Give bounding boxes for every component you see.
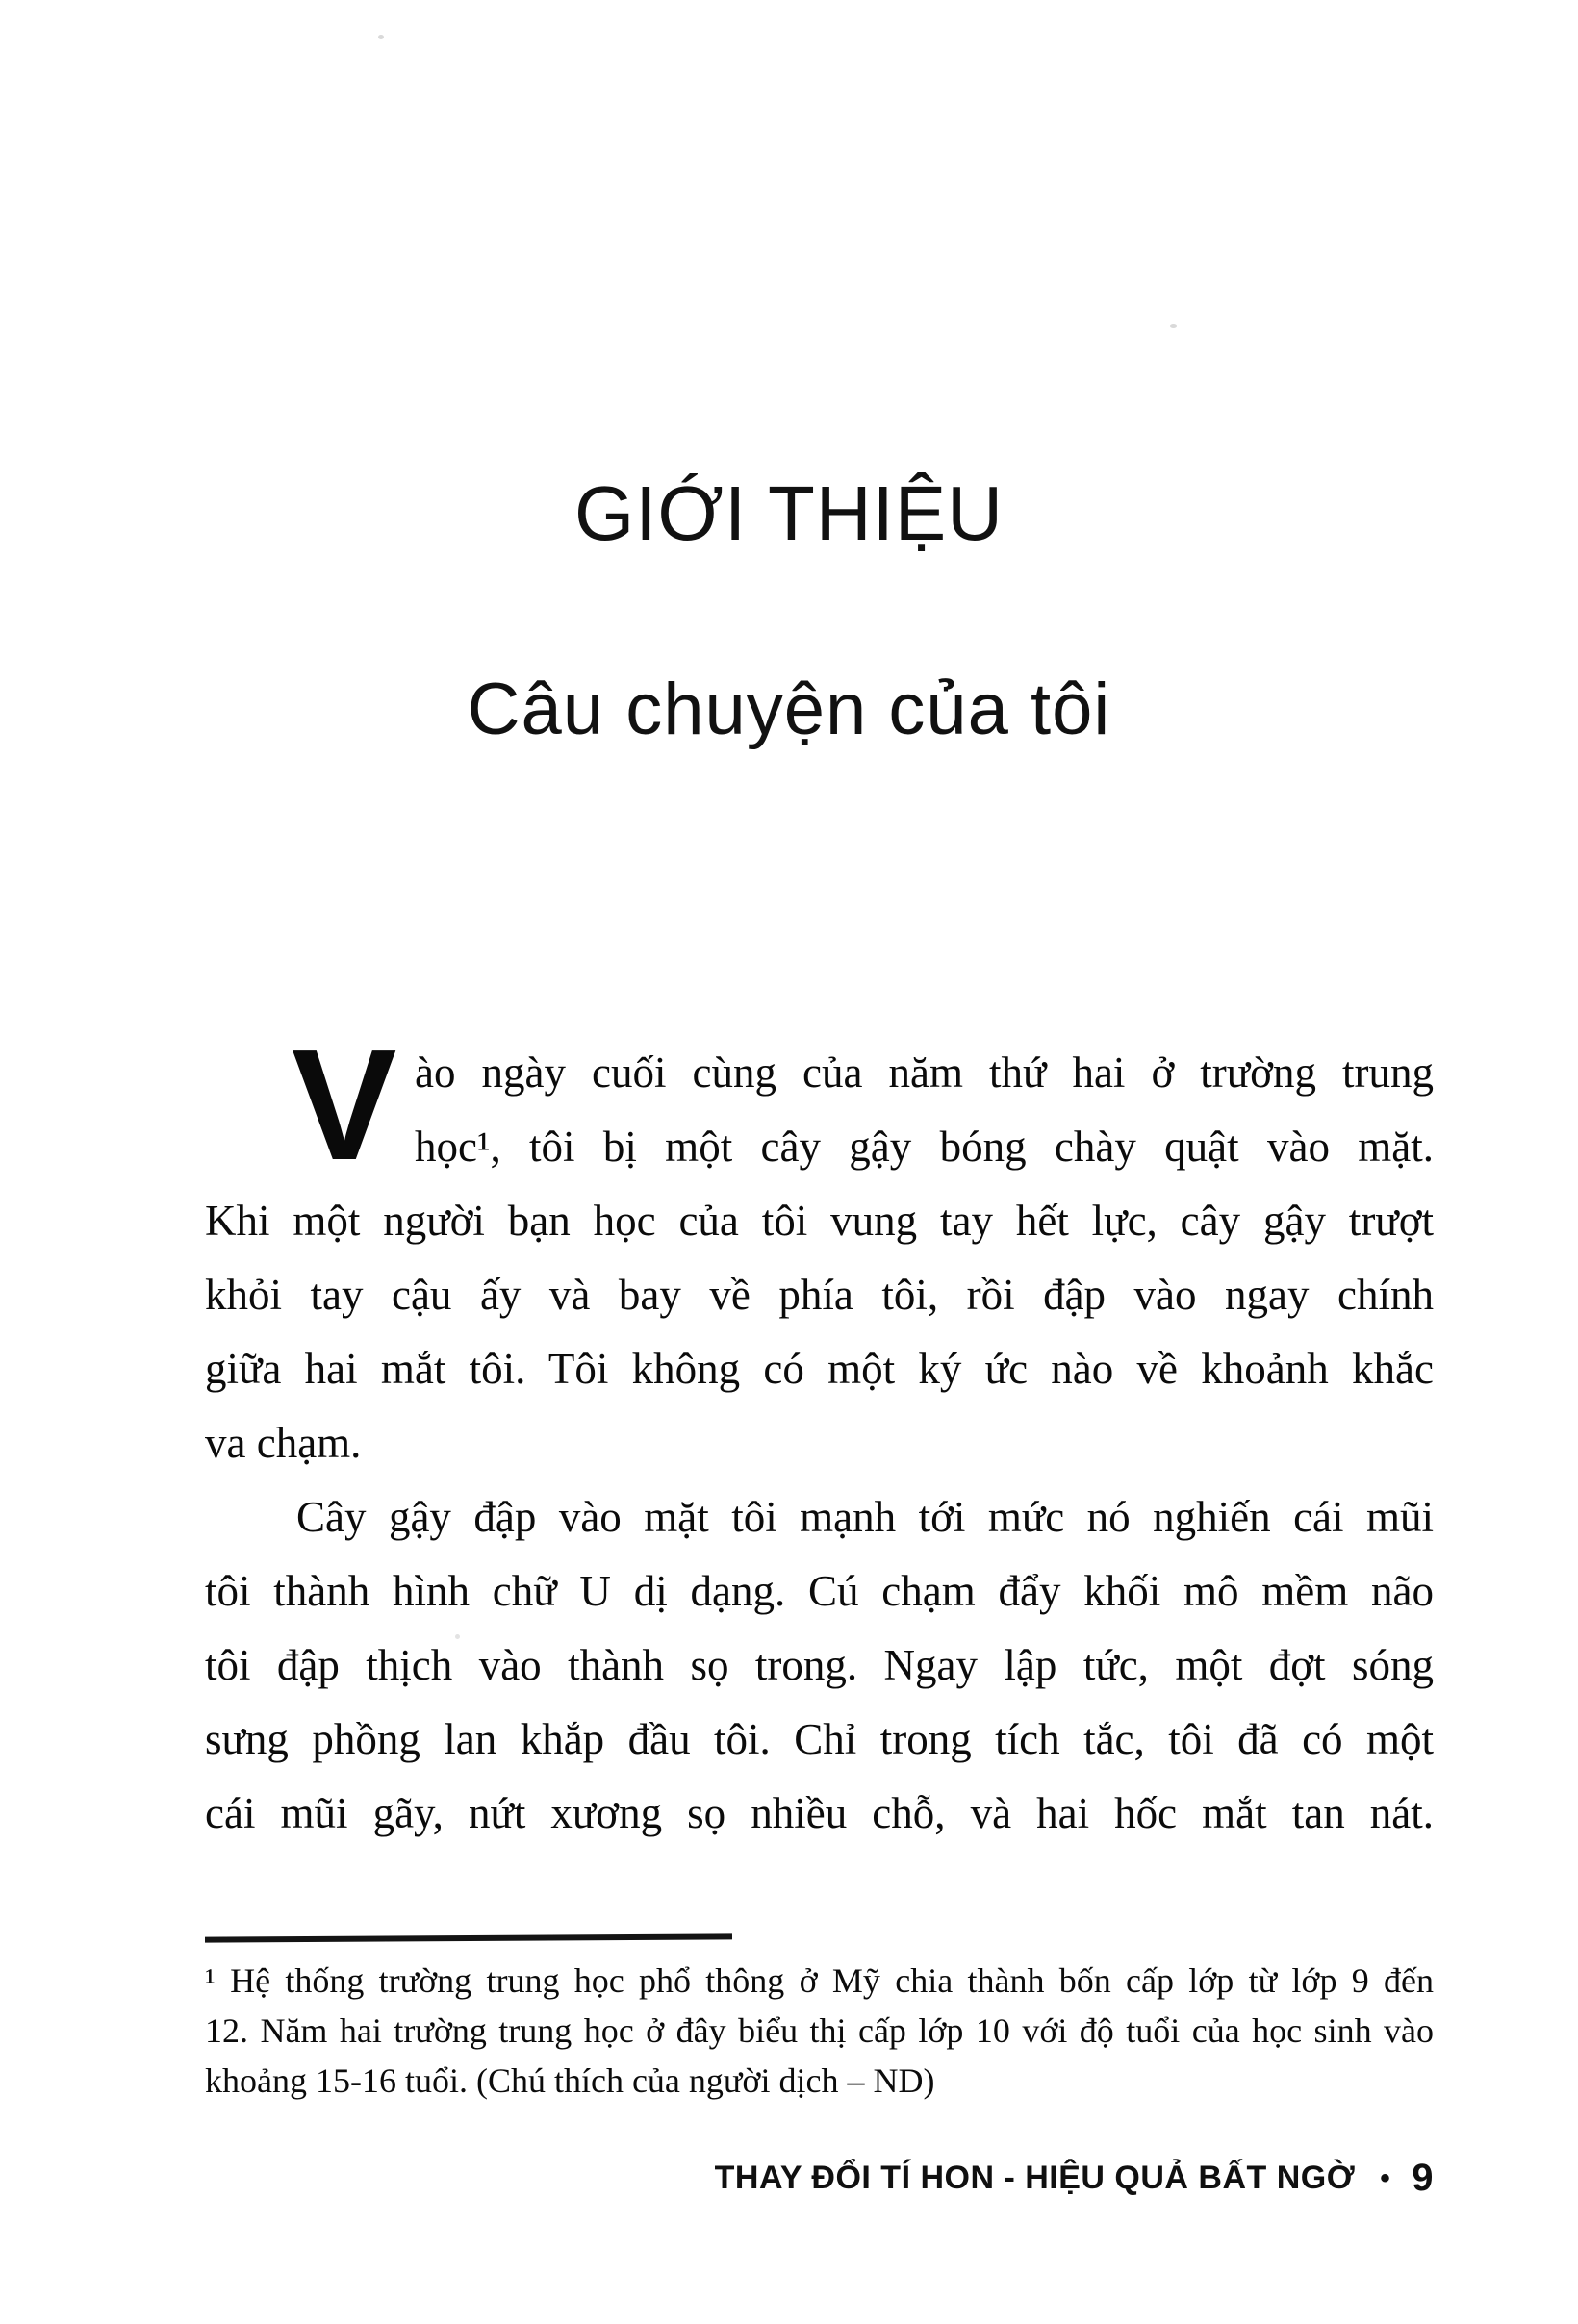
page-footer <box>715 2157 1434 2200</box>
body-line: Khi một người bạn học của tôi vung tay hết lực, cây gậy trượt <box>205 1197 1434 1245</box>
body-line: học¹, tôi bị một cây gậy bóng chày quật vào mặt. <box>415 1123 1434 1171</box>
chapter-title: GIỚI THIỆU <box>573 470 1005 556</box>
footnote-line: khoảng 15-16 tuổi. (Chú thích của người dịch – ND) <box>205 2061 935 2100</box>
body-line: cái mũi gãy, nứt xương sọ nhiều chỗ, và hai hốc mắt tan nát. <box>205 1789 1434 1837</box>
footnote <box>205 1956 1434 2106</box>
footnote-line: ¹ Hệ thống trường trung học phổ thông ở Mỹ chia thành bốn cấp lớp từ lớp 9 đến <box>205 1961 1434 2000</box>
scan-speck <box>1170 324 1177 328</box>
running-book-title: THAY ĐỔI TÍ HON - HIỆU QUẢ BẤT NGỜ <box>714 2160 1356 2196</box>
body-line: ào ngày cuối cùng của năm thứ hai ở trường trung <box>415 1048 1434 1097</box>
body-line: khỏi tay cậu ấy và bay về phía tôi, rồi đập vào ngay chính <box>205 1271 1434 1319</box>
scan-speck <box>378 35 384 39</box>
footer-bullet-separator: • <box>1380 2161 1391 2194</box>
body-line: va chạm. <box>205 1419 362 1467</box>
body-line: Cây gậy đập vào mặt tôi mạnh tới mức nó nghiến cái mũi <box>296 1493 1434 1541</box>
body-text-column <box>205 1017 1434 1851</box>
drop-cap-letter: V <box>292 1017 395 1193</box>
body-line: giữa hai mắt tôi. Tôi không có một ký ức nào về khoảnh khắc <box>205 1345 1434 1393</box>
footnote-rule <box>205 1933 732 1942</box>
footnote-line: 12. Năm hai trường trung học ở đây biểu thị cấp lớp 10 với độ tuổi của học sinh vào <box>205 2011 1434 2050</box>
body-line: sưng phồng lan khắp đầu tôi. Chỉ trong tích tắc, tôi đã có một <box>205 1715 1434 1763</box>
page-number: 9 <box>1412 2157 1434 2199</box>
body-line: tôi đập thịch vào thành sọ trong. Ngay lập tức, một đợt sóng <box>205 1641 1434 1689</box>
body-line: tôi thành hình chữ U dị dạng. Cú chạm đẩy khối mô mềm não <box>205 1567 1434 1615</box>
chapter-subtitle: Câu chuyện của tôi <box>467 669 1111 750</box>
